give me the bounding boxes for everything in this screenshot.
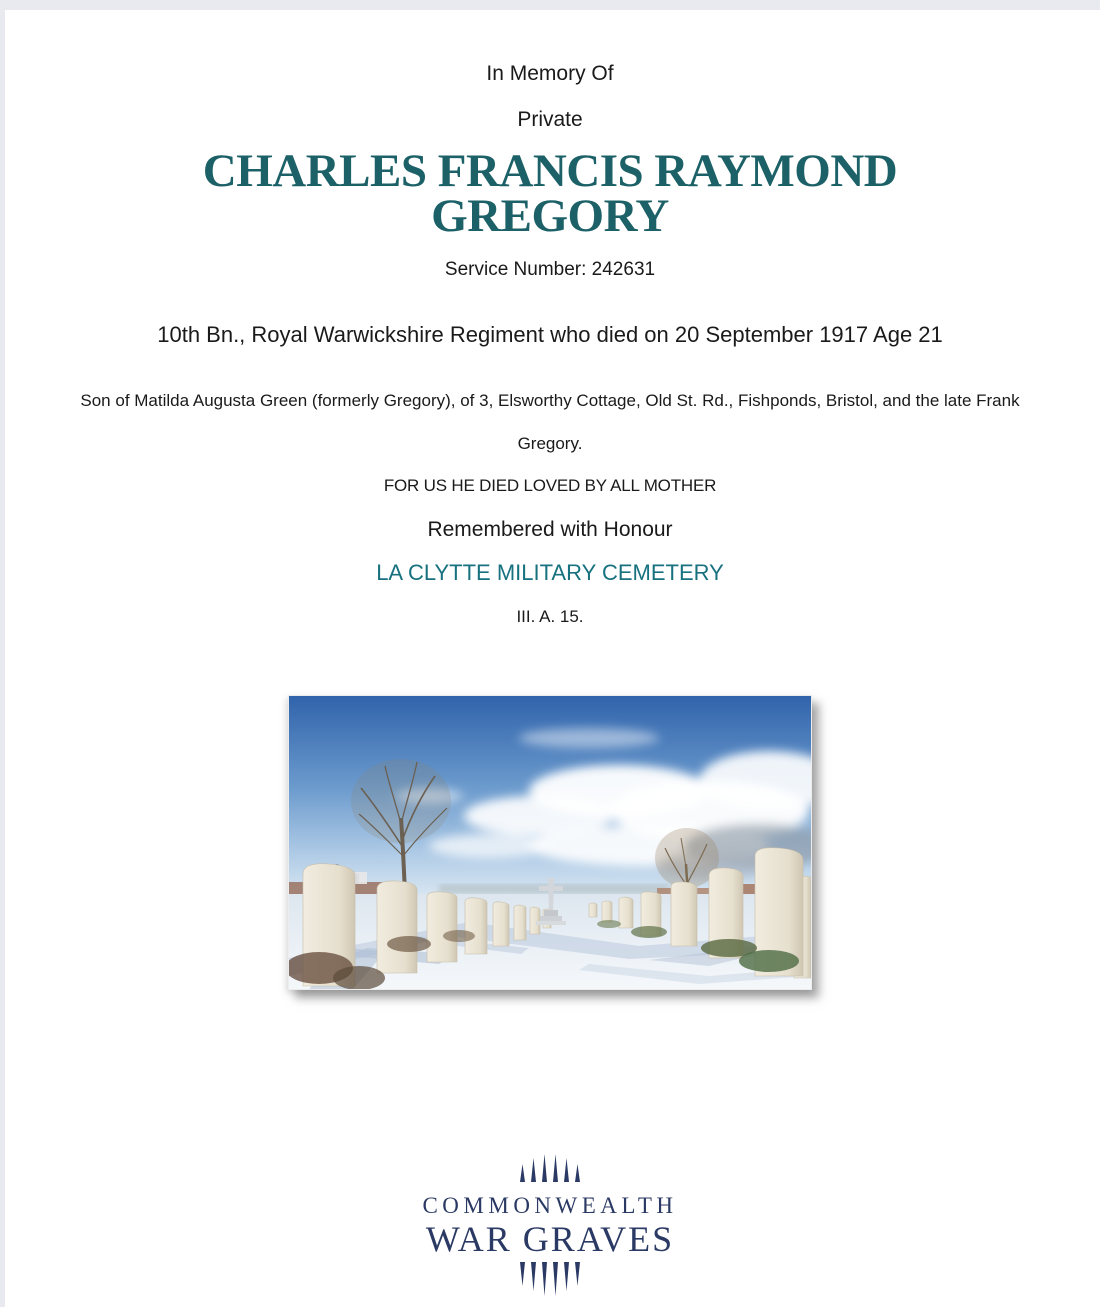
cwg-logo-marks-top	[0, 1152, 1100, 1187]
in-memory-of-label: In Memory Of	[486, 62, 614, 85]
service-number-line: Service Number: 242631	[444, 259, 656, 280]
cwg-logo-line1: COMMONWEALTH	[422, 1193, 678, 1218]
family-details-line: Son of Matilda Augusta Green (formerly Gregory), of 3, Elsworthy Cottage, Old St. Rd., Fishponds, Bristol, and the late Frank Gregory.	[80, 391, 1020, 453]
cwg-logo-line2: WAR GRAVES	[425, 1219, 675, 1259]
cwg-logo-marks-bottom	[0, 1262, 1100, 1301]
unit-and-death-line: 10th Bn., Royal Warwickshire Regiment who died on 20 September 1917 Age 21	[157, 322, 943, 347]
casualty-name-heading: CHARLES FRANCIS RAYMOND GREGORY	[202, 145, 898, 242]
viewer-edge-left	[0, 0, 5, 1307]
viewer-edge-top	[0, 0, 1100, 10]
tapered-marks-down-icon	[518, 1262, 582, 1296]
cemetery-photo-illustration	[289, 696, 811, 989]
tapered-marks-up-icon	[518, 1152, 582, 1182]
cemetery-name-line: LA CLYTTE MILITARY CEMETERY	[376, 560, 724, 585]
grave-reference-line: III. A. 15.	[516, 607, 584, 626]
remembered-with-honour-line: Remembered with Honour	[427, 518, 673, 541]
rank-label: Private	[517, 108, 583, 131]
cemetery-photo	[288, 695, 812, 990]
epitaph-line: FOR US HE DIED LOVED BY ALL MOTHER	[383, 476, 717, 495]
